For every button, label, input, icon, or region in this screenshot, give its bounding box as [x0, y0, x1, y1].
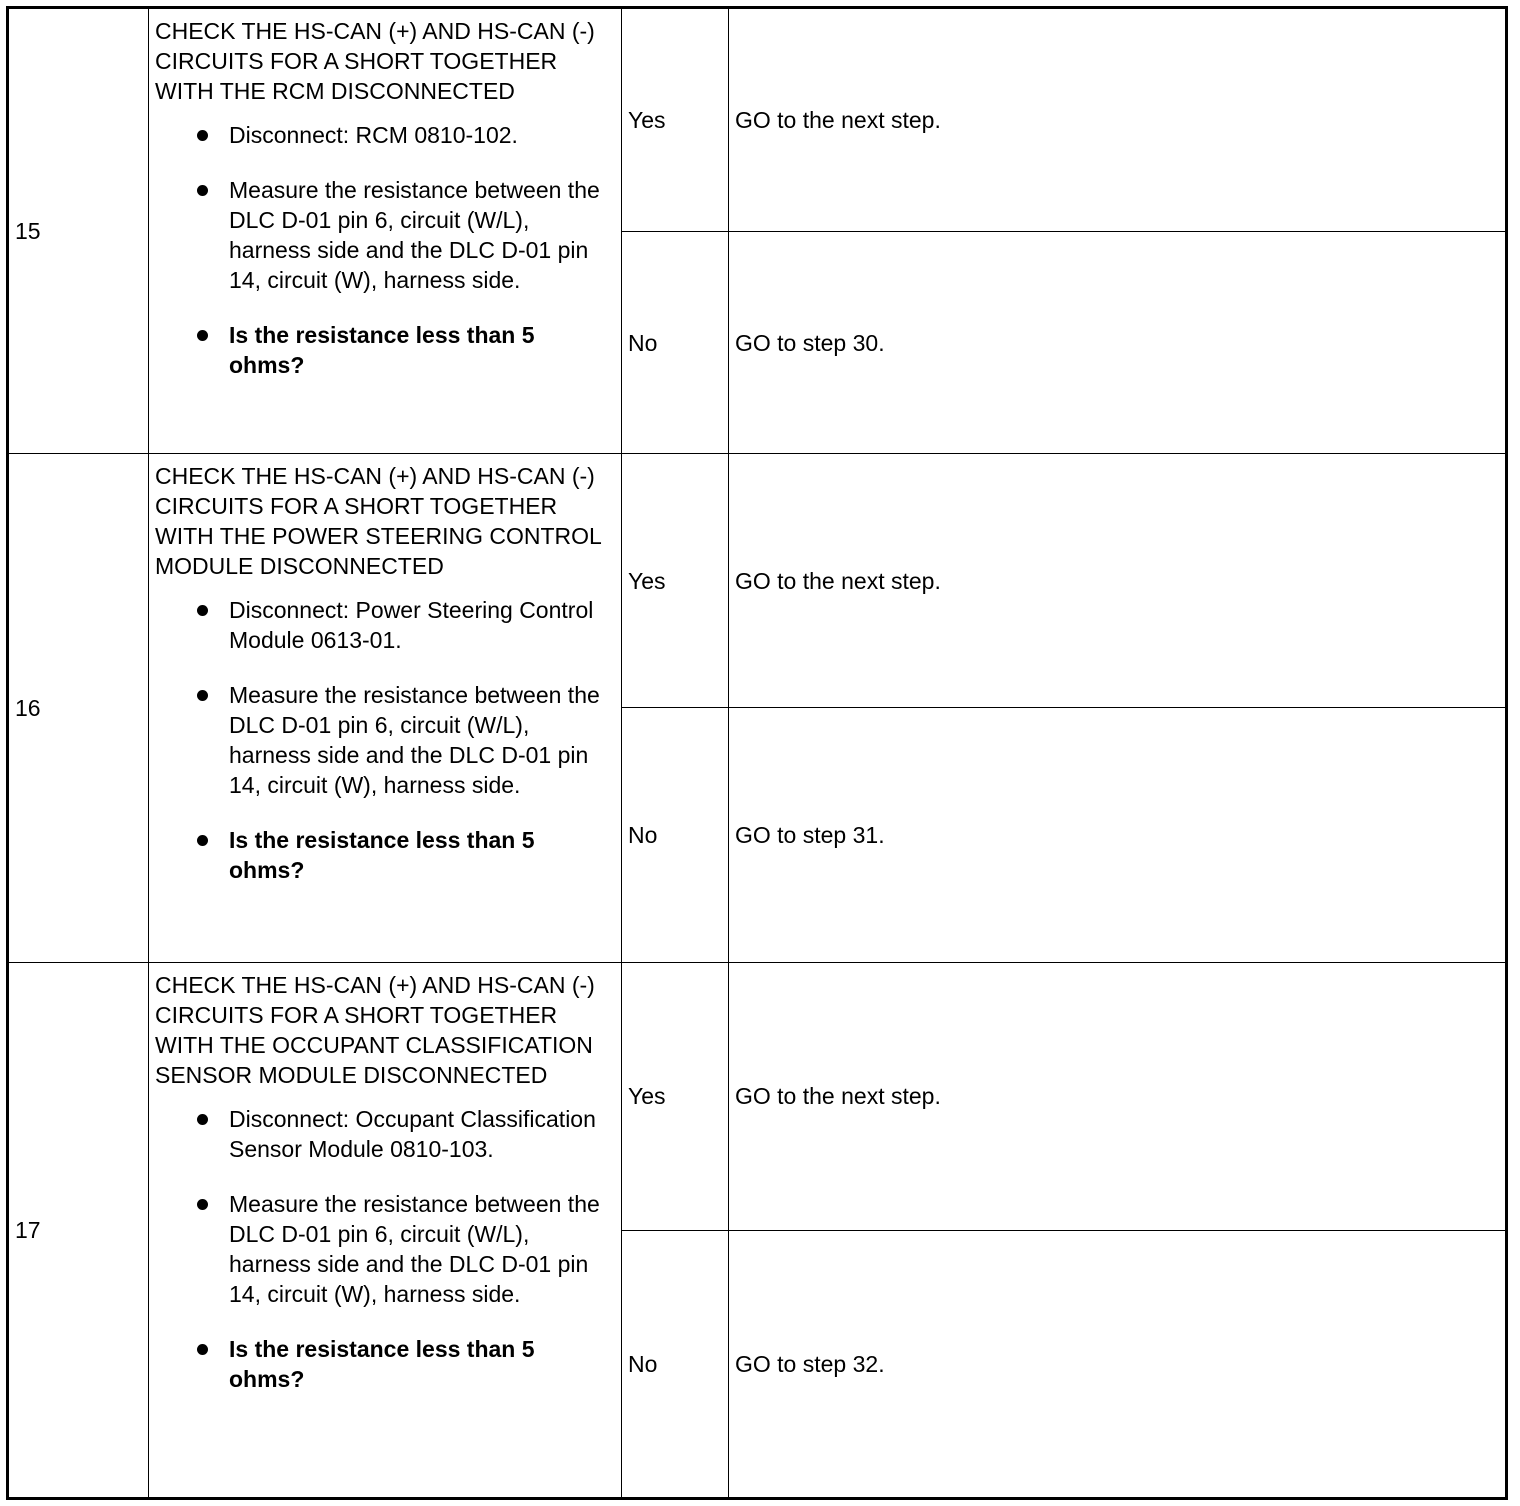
table-row: [8, 454, 1507, 708]
list-item: Disconnect: Occupant Classification Sensor Module 0810-103.: [229, 1104, 615, 1164]
result-yes: GO to the next step.: [729, 962, 1507, 1230]
step-question: Is the resistance less than 5 ohms?: [229, 825, 615, 885]
step-question: Is the resistance less than 5 ohms?: [229, 320, 615, 380]
diagnostic-step-table: [6, 6, 1508, 1500]
answer-no: No: [622, 232, 729, 454]
action-list: [155, 120, 615, 380]
step-title: CHECK THE HS-CAN (+) AND HS-CAN (-) CIRCUITS FOR A SHORT TOGETHER WITH THE POWER STEERING CONTROL MODULE DISCONNECTED: [155, 463, 601, 580]
step-question: Is the resistance less than 5 ohms?: [229, 1334, 615, 1394]
step-action: [149, 962, 622, 1498]
list-item: Disconnect: Power Steering Control Module 0613-01.: [229, 595, 615, 655]
table-row: [8, 8, 1507, 232]
result-no: GO to step 31.: [729, 708, 1507, 962]
answer-no: No: [622, 708, 729, 962]
list-item: Measure the resistance between the DLC D-01 pin 6, circuit (W/L), harness side and the DLC D-01 pin 14, circuit (W), harness side.: [229, 175, 615, 295]
step-number: 17: [8, 962, 149, 1498]
result-no: GO to step 32.: [729, 1230, 1507, 1498]
answer-yes: Yes: [622, 8, 729, 232]
step-action: [149, 8, 622, 454]
step-number: 16: [8, 454, 149, 962]
action-list: [155, 595, 615, 885]
step-action: [149, 454, 622, 962]
step-title: CHECK THE HS-CAN (+) AND HS-CAN (-) CIRCUITS FOR A SHORT TOGETHER WITH THE OCCUPANT CLASSIFICATION SENSOR MODULE DISCONNECTED: [155, 971, 595, 1088]
step-number: 15: [8, 8, 149, 454]
step-title: CHECK THE HS-CAN (+) AND HS-CAN (-) CIRCUITS FOR A SHORT TOGETHER WITH THE RCM DISCONNECTED: [155, 18, 595, 104]
table-row: [8, 962, 1507, 1230]
list-item: Disconnect: RCM 0810-102.: [229, 120, 615, 150]
list-item: Measure the resistance between the DLC D-01 pin 6, circuit (W/L), harness side and the DLC D-01 pin 14, circuit (W), harness side.: [229, 680, 615, 800]
action-list: [155, 1104, 615, 1394]
answer-yes: Yes: [622, 454, 729, 708]
answer-no: No: [622, 1230, 729, 1498]
answer-yes: Yes: [622, 962, 729, 1230]
result-no: GO to step 30.: [729, 232, 1507, 454]
list-item: Measure the resistance between the DLC D-01 pin 6, circuit (W/L), harness side and the DLC D-01 pin 14, circuit (W), harness side.: [229, 1189, 615, 1309]
result-yes: GO to the next step.: [729, 454, 1507, 708]
result-yes: GO to the next step.: [729, 8, 1507, 232]
